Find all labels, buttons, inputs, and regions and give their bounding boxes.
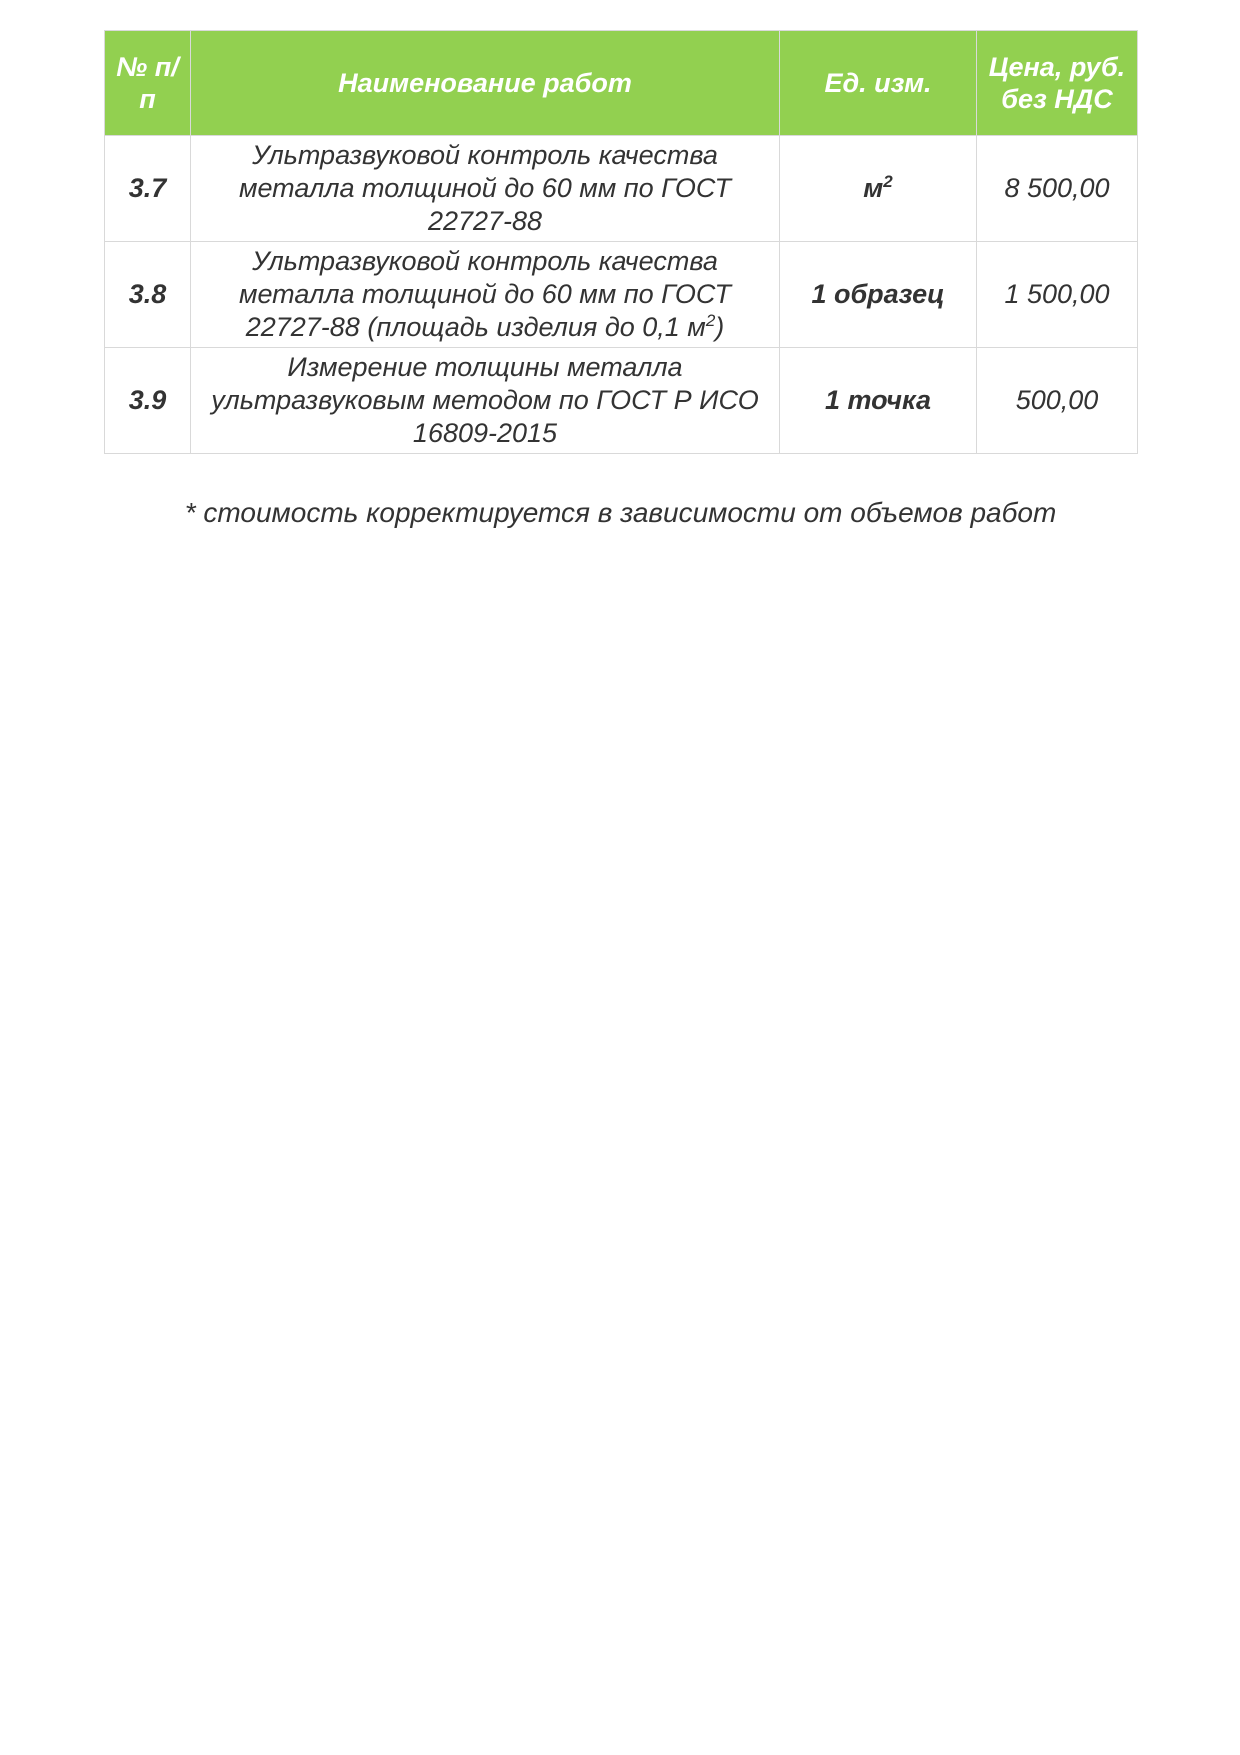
row-name: Ультразвуковой контроль качества металла толщиной до 60 мм по ГОСТ 22727-88 [191,136,780,242]
row-num: 3.8 [105,242,191,348]
row-price: 8 500,00 [977,136,1138,242]
row-num: 3.7 [105,136,191,242]
row-name [191,242,780,348]
header-name: Наименование работ [191,31,780,136]
row-unit: 1 точка [780,348,977,454]
header-num: № п/п [105,31,191,136]
price-table [104,30,1138,454]
table-header-row [105,31,1138,136]
name-superscript: 2 [705,311,716,330]
row-unit [780,136,977,242]
header-price: Цена, руб. без НДС [977,31,1138,136]
table-row [105,242,1138,348]
unit-superscript: 2 [883,172,893,191]
unit-text: м [863,173,884,203]
name-text: Ультразвуковой контроль качества металла толщиной до 60 мм по ГОСТ 22727-88 (площадь изделия до 0,1 м [238,246,732,342]
row-name: Измерение толщины металла ультразвуковым методом по ГОСТ Р ИСО 16809-2015 [191,348,780,454]
table-row [105,348,1138,454]
row-num: 3.9 [105,348,191,454]
name-tail: ) [715,312,725,342]
row-price: 500,00 [977,348,1138,454]
row-unit: 1 образец [780,242,977,348]
header-unit: Ед. изм. [780,31,977,136]
table-row [105,136,1138,242]
row-price: 1 500,00 [977,242,1138,348]
footnote: * стоимость корректируется в зависимости от объемов работ [184,497,1057,528]
